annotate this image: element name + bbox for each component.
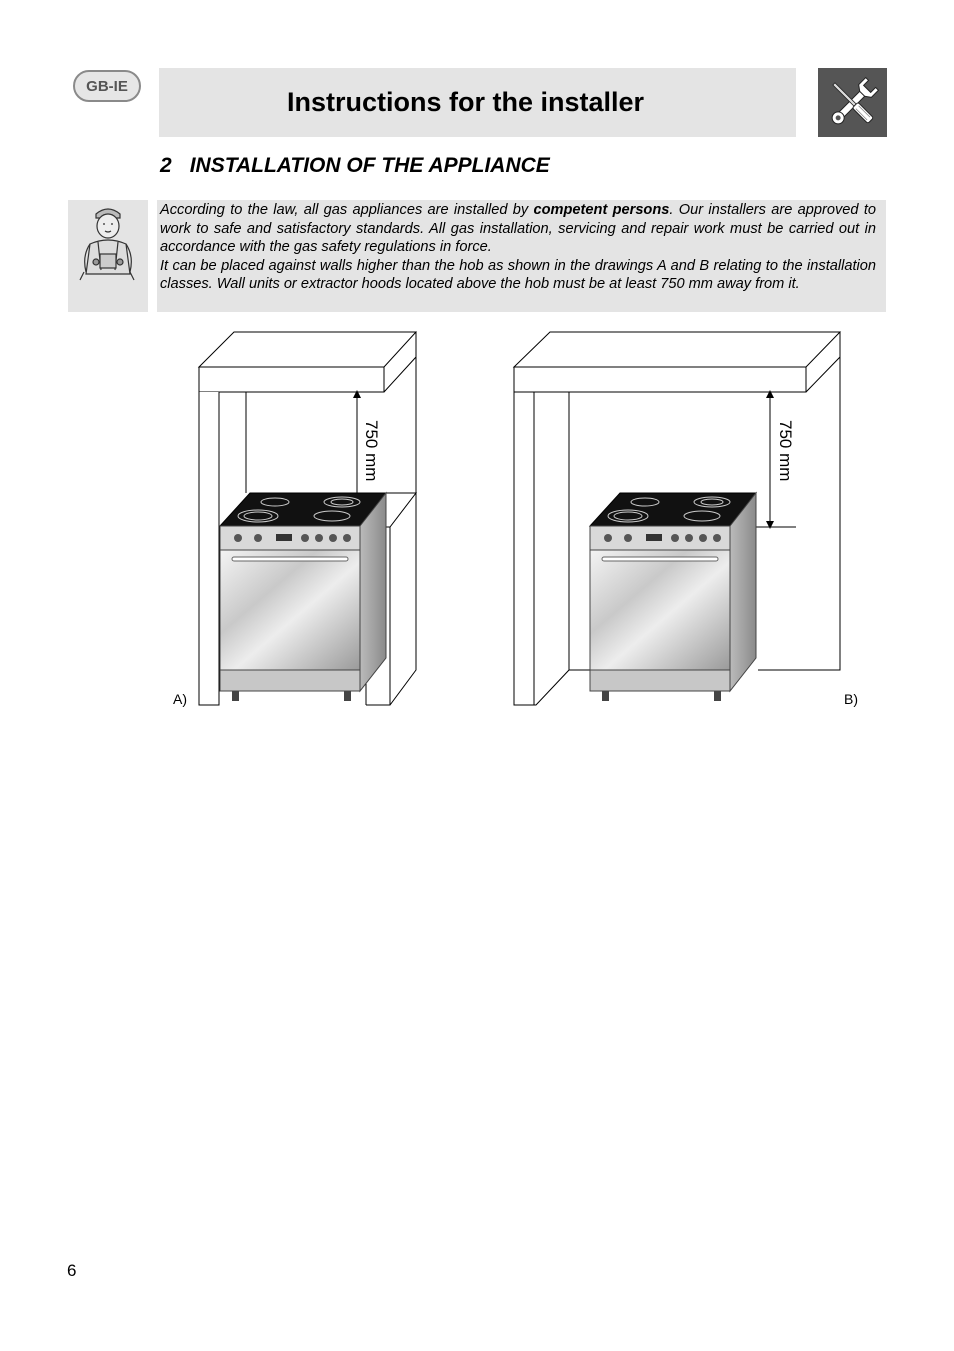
section-number: 2: [160, 154, 172, 177]
intro-bold-text: competent persons: [533, 202, 670, 218]
installer-person-icon: [68, 200, 148, 312]
language-badge-label: GB-IE: [86, 77, 128, 95]
screwdriver-wrench-icon: [818, 68, 887, 137]
section-heading: [160, 154, 550, 178]
figure-a-label: A): [173, 691, 187, 707]
intro-text: According to the law, all gas appliances are installed by: [160, 202, 534, 218]
intro-text: . Our installers are approved to work to safe and satisfactory standards. All gas installation, servicing and repair work must be carried out in accordance with the gas safety regulations in force.: [160, 202, 876, 256]
figure-b-label: B): [844, 691, 858, 707]
intro-text-box: [157, 200, 886, 312]
page-number: 6: [67, 1261, 77, 1280]
page-title: Instructions for the installer: [287, 87, 645, 117]
section-title: INSTALLATION OF THE APPLIANCE: [189, 154, 550, 177]
intro-paragraph-2: It can be placed against walls higher than the hob as shown in the drawings A and B relating to the installation classes. Wall units or extractor hoods located above the hob must be at least 750 mm away from it.: [160, 257, 876, 293]
installation-drawings: [160, 325, 880, 720]
dimension-label-a: 750 mm: [362, 420, 381, 482]
dimension-label-b: 750 mm: [776, 420, 795, 482]
intro-paragraph-1: [160, 201, 876, 257]
header-band: [159, 68, 796, 137]
language-badge: [73, 70, 141, 102]
